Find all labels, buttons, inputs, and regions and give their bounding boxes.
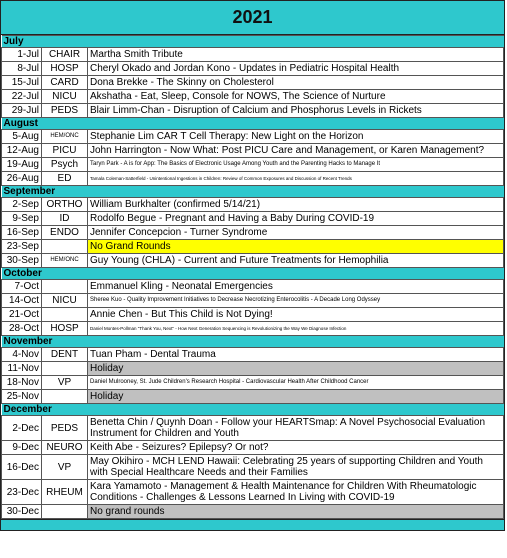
table-row <box>2 130 504 144</box>
date-cell: 1-Jul <box>2 48 42 62</box>
dept-cell: PEDS <box>42 416 88 441</box>
desc-cell: Daniel Mulrooney, St. Jude Children's Research Hospital - Cardiovascular Health After Childhood Cancer <box>88 376 504 390</box>
dept-cell: NEURO <box>42 441 88 455</box>
dept-cell <box>42 390 88 404</box>
table-row <box>2 172 504 186</box>
dept-cell: ID <box>42 212 88 226</box>
date-cell: 16-Dec <box>2 455 42 480</box>
date-cell: 22-Jul <box>2 90 42 104</box>
month-row-october <box>2 268 504 280</box>
table-row <box>2 254 504 268</box>
table-row <box>2 441 504 455</box>
date-cell: 14-Oct <box>2 294 42 308</box>
month-row-november <box>2 336 504 348</box>
month-row-september <box>2 186 504 198</box>
dept-cell: ED <box>42 172 88 186</box>
dept-cell: VP <box>42 376 88 390</box>
month-label: August <box>2 118 504 130</box>
table-row <box>2 90 504 104</box>
month-label: September <box>2 186 504 198</box>
month-row-july <box>2 36 504 48</box>
table-row <box>2 348 504 362</box>
dept-cell: PEDS <box>42 104 88 118</box>
date-cell: 4-Nov <box>2 348 42 362</box>
date-cell: 19-Aug <box>2 158 42 172</box>
table-row <box>2 480 504 505</box>
desc-cell: Rodolfo Begue - Pregnant and Having a Baby During COVID-19 <box>88 212 504 226</box>
date-cell: 12-Aug <box>2 144 42 158</box>
desc-cell: Blair Limm-Chan - Disruption of Calcium and Phosphorus Levels in Rickets <box>88 104 504 118</box>
dept-cell <box>42 308 88 322</box>
desc-cell: No Grand Rounds <box>88 240 504 254</box>
month-label: July <box>2 36 504 48</box>
month-label: November <box>2 336 504 348</box>
table-row <box>2 144 504 158</box>
desc-cell: No grand rounds <box>88 505 504 519</box>
table-row <box>2 280 504 294</box>
date-cell: 9-Dec <box>2 441 42 455</box>
dept-cell: HOSP <box>42 322 88 336</box>
desc-cell: Akshatha - Eat, Sleep, Console for NOWS, The Science of Nurture <box>88 90 504 104</box>
table-row <box>2 62 504 76</box>
desc-cell: Benetta Chin / Quynh Doan - Follow your HEARTSmap: A Novel Psychosocial Evaluation Instrument for Children and Youth <box>88 416 504 441</box>
date-cell: 11-Nov <box>2 362 42 376</box>
date-cell: 23-Dec <box>2 480 42 505</box>
dept-cell: ORTHO <box>42 198 88 212</box>
desc-cell: Sheree Kuo - Quality Improvement Initiatives to Decrease Necrotizing Enterocolitis - A Decade Long Odyssey <box>88 294 504 308</box>
date-cell: 30-Sep <box>2 254 42 268</box>
month-row-december <box>2 404 504 416</box>
dept-cell: NICU <box>42 90 88 104</box>
dept-cell <box>42 505 88 519</box>
month-row-august <box>2 118 504 130</box>
date-cell: 5-Aug <box>2 130 42 144</box>
desc-cell: Annie Chen - But This Child is Not Dying! <box>88 308 504 322</box>
date-cell: 30-Dec <box>2 505 42 519</box>
desc-cell: William Burkhalter (confirmed 5/14/21) <box>88 198 504 212</box>
dept-cell: VP <box>42 455 88 480</box>
dept-cell <box>42 280 88 294</box>
table-row <box>2 294 504 308</box>
date-cell: 7-Oct <box>2 280 42 294</box>
desc-cell: Jennifer Concepcion - Turner Syndrome <box>88 226 504 240</box>
date-cell: 9-Sep <box>2 212 42 226</box>
desc-cell: Cheryl Okado and Jordan Kono - Updates in Pediatric Hospital Health <box>88 62 504 76</box>
desc-cell: Holiday <box>88 390 504 404</box>
table-row <box>2 240 504 254</box>
table-row <box>2 322 504 336</box>
dept-cell <box>42 362 88 376</box>
table-row <box>2 158 504 172</box>
dept-cell <box>42 240 88 254</box>
table-row <box>2 104 504 118</box>
date-cell: 29-Jul <box>2 104 42 118</box>
date-cell: 2-Dec <box>2 416 42 441</box>
table-row <box>2 362 504 376</box>
dept-cell: PICU <box>42 144 88 158</box>
desc-cell: Dona Brekke - The Skinny on Cholesterol <box>88 76 504 90</box>
month-label: October <box>2 268 504 280</box>
table-row <box>2 376 504 390</box>
date-cell: 26-Aug <box>2 172 42 186</box>
table-row <box>2 198 504 212</box>
desc-cell: Daniel Montes-Pollman "Thank You, Next" - How Next Generation Sequencing is Revolutionizing the Way We Diagnose Infection <box>88 322 504 336</box>
table-row <box>2 455 504 480</box>
date-cell: 15-Jul <box>2 76 42 90</box>
desc-cell: John Harrington - Now What: Post PICU Care and Management, or Karen Management? <box>88 144 504 158</box>
date-cell: 16-Sep <box>2 226 42 240</box>
month-label: December <box>2 404 504 416</box>
dept-cell: CARD <box>42 76 88 90</box>
table-row <box>2 48 504 62</box>
dept-cell: HOSP <box>42 62 88 76</box>
dept-cell: CHAIR <box>42 48 88 62</box>
desc-cell: Tamala Coleman-Satterfield - Unintentional Ingestions in Children: Review of Common Exposures and Discussion of Recent Trends <box>88 172 504 186</box>
table-row <box>2 505 504 519</box>
desc-cell: May Okihiro - MCH LEND Hawaii: Celebrating 25 years of supporting Children and Youth with Special Healthcare Needs and their Families <box>88 455 504 480</box>
dept-cell: HEM/ONC <box>42 254 88 268</box>
table-row <box>2 226 504 240</box>
desc-cell: Keith Abe - Seizures? Epilepsy? Or not? <box>88 441 504 455</box>
table-row <box>2 390 504 404</box>
desc-cell: Stephanie Lim CAR T Cell Therapy: New Light on the Horizon <box>88 130 504 144</box>
dept-cell: NICU <box>42 294 88 308</box>
dept-cell: ENDO <box>42 226 88 240</box>
desc-cell: Emmanuel Kling - Neonatal Emergencies <box>88 280 504 294</box>
desc-cell: Holiday <box>88 362 504 376</box>
date-cell: 18-Nov <box>2 376 42 390</box>
dept-cell: HEM/ONC <box>42 130 88 144</box>
sheet-title: 2021 <box>1 1 504 35</box>
desc-cell: Guy Young (CHLA) - Current and Future Treatments for Hemophilia <box>88 254 504 268</box>
date-cell: 23-Sep <box>2 240 42 254</box>
sheet-footer <box>1 519 504 530</box>
desc-cell: Kara Yamamoto - Management & Health Maintenance for Children With Rheumatologic Conditions - Challenges & Lessons Learned In Living with COVID-19 <box>88 480 504 505</box>
dept-cell: RHEUM <box>42 480 88 505</box>
table-row <box>2 212 504 226</box>
table-row <box>2 76 504 90</box>
date-cell: 25-Nov <box>2 390 42 404</box>
schedule-table <box>1 35 504 519</box>
date-cell: 21-Oct <box>2 308 42 322</box>
desc-cell: Taryn Park - A is for App: The Basics of Electronic Usage Among Youth and the Parenting Hacks to Manage It <box>88 158 504 172</box>
dept-cell: Psych <box>42 158 88 172</box>
desc-cell: Martha Smith Tribute <box>88 48 504 62</box>
dept-cell: DENT <box>42 348 88 362</box>
table-row <box>2 416 504 441</box>
table-row <box>2 308 504 322</box>
desc-cell: Tuan Pham - Dental Trauma <box>88 348 504 362</box>
date-cell: 2-Sep <box>2 198 42 212</box>
date-cell: 28-Oct <box>2 322 42 336</box>
date-cell: 8-Jul <box>2 62 42 76</box>
